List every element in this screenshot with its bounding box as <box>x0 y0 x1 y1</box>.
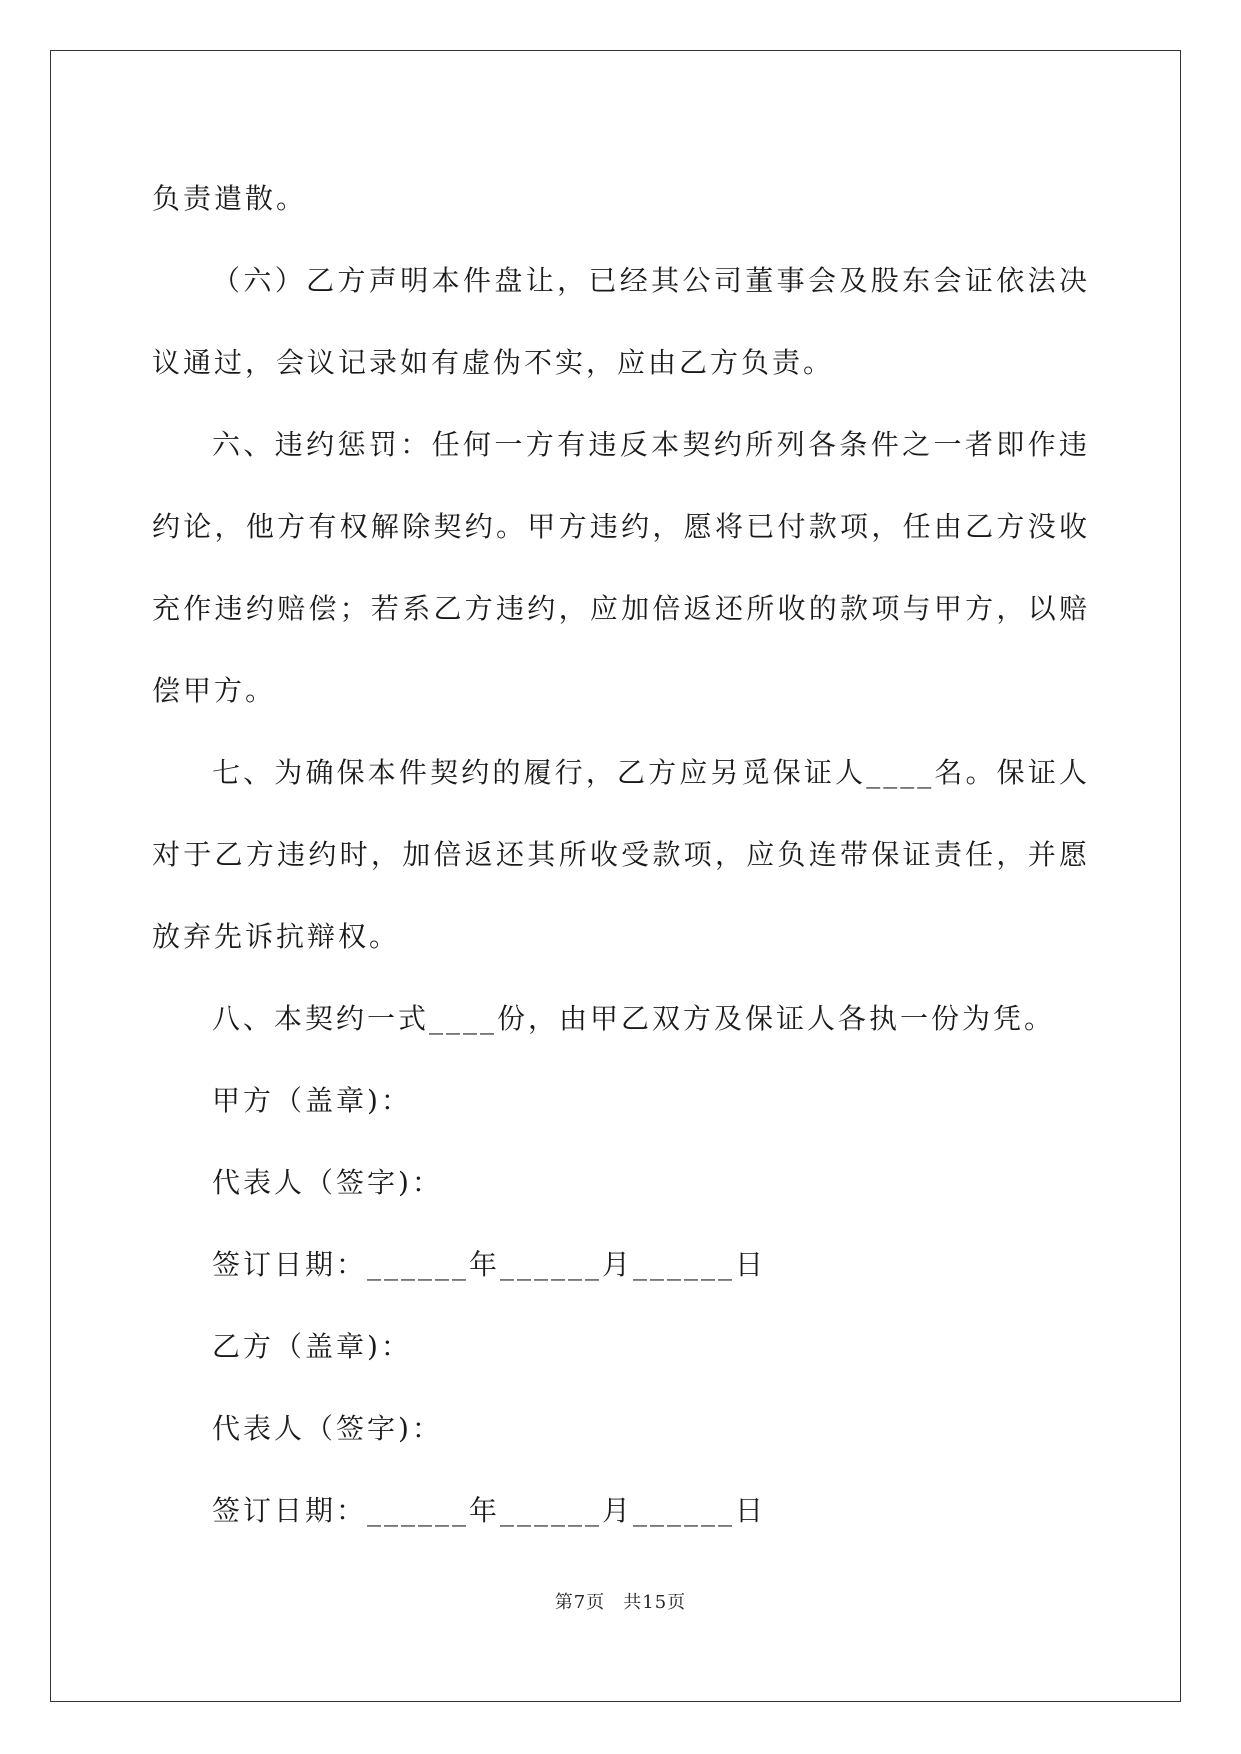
page-footer <box>0 1588 1241 1614</box>
body-line: 负责遣散。 <box>152 182 308 215</box>
page-number: 第7页 <box>554 1592 606 1613</box>
document-body <box>152 158 1090 1552</box>
body-line: （六）乙方声明本件盘让，已经其公司董事会及股东会证依法决 <box>212 264 1090 297</box>
party-b-date-line: 签订日期：______年______月______日 <box>212 1494 767 1527</box>
body-line: 八、本契约一式____份，由甲乙双方及保证人各执一份为凭。 <box>212 1002 1056 1035</box>
body-line: 七、为确保本件契约的履行，乙方应另觅保证人____名。保证人 <box>212 756 1090 789</box>
body-line: 约论，他方有权解除契约。甲方违约，愿将已付款项，任由乙方没收 <box>152 510 1090 543</box>
party-a-representative-line: 代表人（签字)： <box>212 1166 443 1199</box>
body-line: 六、违约惩罚：任何一方有违反本契约所列各条件之一者即作违 <box>212 428 1090 461</box>
body-line: 议通过，会议记录如有虚伪不实，应由乙方负责。 <box>152 346 835 379</box>
party-a-seal-line: 甲方（盖章)： <box>212 1084 412 1117</box>
page-total: 共15页 <box>623 1592 687 1613</box>
body-line: 对于乙方违约时，加倍返还其所收受款项，应负连带保证责任，并愿 <box>152 838 1090 871</box>
party-b-seal-line: 乙方（盖章)： <box>212 1330 412 1363</box>
body-line: 充作违约赔偿；若系乙方违约，应加倍返还所收的款项与甲方，以赔 <box>152 592 1090 625</box>
body-line: 偿甲方。 <box>152 674 277 707</box>
party-a-date-line: 签订日期：______年______月______日 <box>212 1248 767 1281</box>
party-b-representative-line: 代表人（签字)： <box>212 1412 443 1445</box>
body-line: 放弃先诉抗辩权。 <box>152 920 401 953</box>
